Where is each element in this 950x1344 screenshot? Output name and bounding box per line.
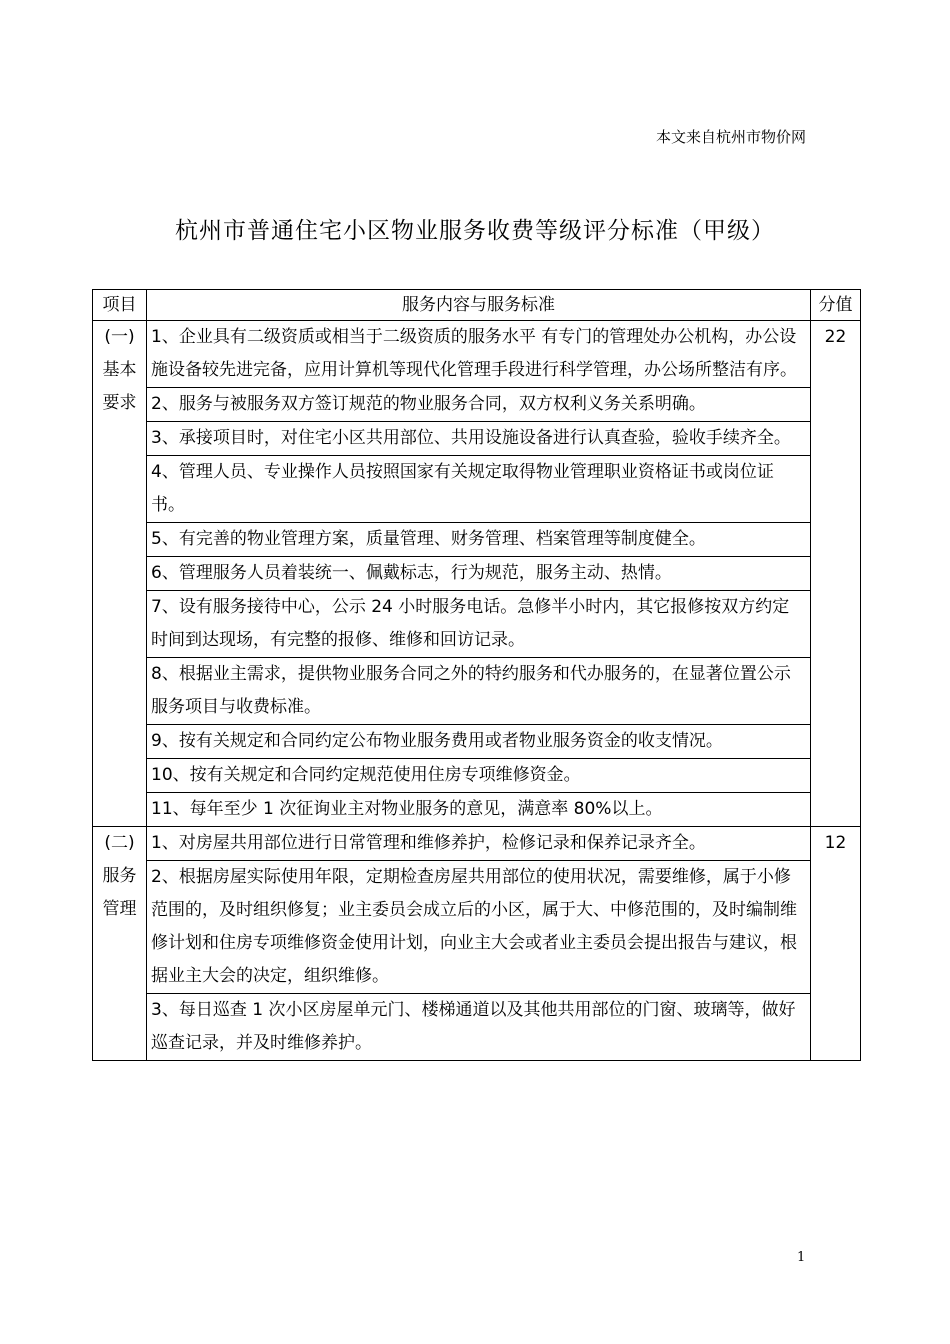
standard-item-cell: 10、按有关规定和合同约定规范使用住房专项维修资金。 bbox=[147, 759, 811, 793]
table-row bbox=[93, 591, 861, 658]
table-body bbox=[93, 321, 861, 1061]
table-row bbox=[93, 321, 861, 388]
table-row bbox=[93, 523, 861, 557]
table-row bbox=[93, 759, 861, 793]
standard-item-cell: 1、对房屋共用部位进行日常管理和维修养护，检修记录和保养记录齐全。 bbox=[147, 827, 811, 861]
standard-item-cell: 5、有完善的物业管理方案，质量管理、财务管理、档案管理等制度健全。 bbox=[147, 523, 811, 557]
table-header-row bbox=[93, 290, 861, 321]
source-note: 本文来自杭州市物价网 bbox=[655, 128, 806, 146]
category-cell: (一) 基本 要求 bbox=[93, 321, 147, 827]
standard-item-cell: 4、管理人员、专业操作人员按照国家有关规定取得物业管理职业资格证书或岗位证书。 bbox=[147, 456, 811, 523]
standard-item-cell: 3、每日巡查 1 次小区房屋单元门、楼梯通道以及其他共用部位的门窗、玻璃等，做好巡查记录，并及时维修养护。 bbox=[147, 994, 811, 1061]
category-cell: (二) 服务 管理 bbox=[93, 827, 147, 1061]
score-cell: 12 bbox=[811, 827, 861, 1061]
table-row bbox=[93, 557, 861, 591]
standard-item-cell: 11、每年至少 1 次征询业主对物业服务的意见，满意率 80%以上。 bbox=[147, 793, 811, 827]
standard-item-cell: 2、服务与被服务双方签订规范的物业服务合同，双方权利义务关系明确。 bbox=[147, 388, 811, 422]
table-row bbox=[93, 658, 861, 725]
table-row bbox=[93, 388, 861, 422]
standard-item-cell: 7、设有服务接待中心，公示 24 小时服务电话。急修半小时内，其它报修按双方约定时间到达现场，有完整的报修、维修和回访记录。 bbox=[147, 591, 811, 658]
header-content: 服务内容与服务标准 bbox=[147, 290, 811, 321]
header-item: 项目 bbox=[93, 290, 147, 321]
page-number: 1 bbox=[797, 1250, 806, 1265]
table-row bbox=[93, 456, 861, 523]
standard-item-cell: 8、根据业主需求，提供物业服务合同之外的特约服务和代办服务的，在显著位置公示服务项目与收费标准。 bbox=[147, 658, 811, 725]
table-row bbox=[93, 861, 861, 994]
table-row bbox=[93, 827, 861, 861]
standard-item-cell: 2、根据房屋实际使用年限，定期检查房屋共用部位的使用状况，需要维修，属于小修范围的，及时组织修复；业主委员会成立后的小区，属于大、中修范围的，及时编制维修计划和住房专项维修资金使用计划，向业主大会或者业主委员会提出报告与建议，根据业主大会的决定，组织维修。 bbox=[147, 861, 811, 994]
standard-item-cell: 9、按有关规定和合同约定公布物业服务费用或者物业服务资金的收支情况。 bbox=[147, 725, 811, 759]
header-score: 分值 bbox=[811, 290, 861, 321]
standard-item-cell: 3、承接项目时，对住宅小区共用部位、共用设施设备进行认真查验，验收手续齐全。 bbox=[147, 422, 811, 456]
standard-item-cell: 1、企业具有二级资质或相当于二级资质的服务水平 有专门的管理处办公机构，办公设施设备较先进完备，应用计算机等现代化管理手段进行科学管理，办公场所整洁有序。 bbox=[147, 321, 811, 388]
standard-item-cell: 6、管理服务人员着装统一、佩戴标志，行为规范，服务主动、热情。 bbox=[147, 557, 811, 591]
score-cell: 22 bbox=[811, 321, 861, 827]
table-row bbox=[93, 422, 861, 456]
table-row bbox=[93, 725, 861, 759]
table-row bbox=[93, 793, 861, 827]
document-title: 杭州市普通住宅小区物业服务收费等级评分标准（甲级） bbox=[175, 218, 775, 244]
table-row bbox=[93, 994, 861, 1061]
standards-table bbox=[92, 289, 861, 1061]
